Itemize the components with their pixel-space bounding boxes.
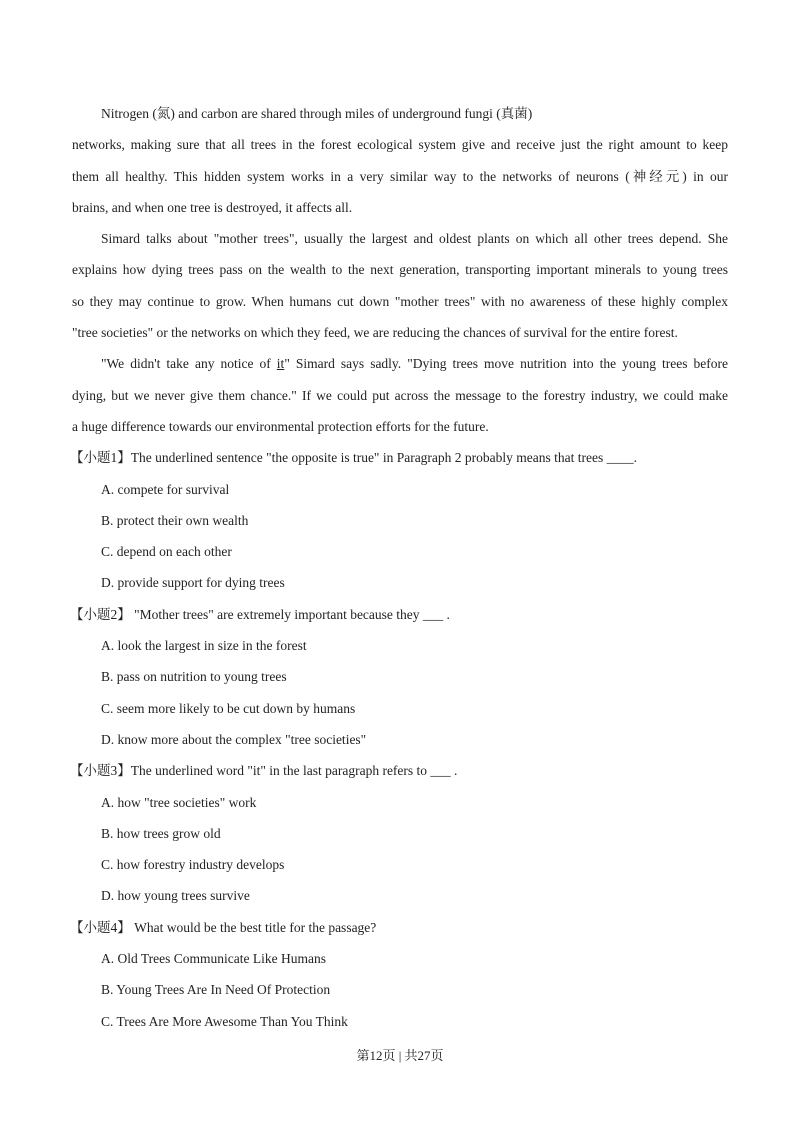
question-label: 【小题2】: [70, 606, 131, 622]
question-3: [72, 755, 728, 911]
paragraph-line: [72, 348, 728, 379]
answer-option: C. how forestry industry develops: [101, 857, 285, 873]
question-stem: [70, 912, 728, 943]
paragraph-line: dying, but we never give them chance." If we could put across the message to the forestry industry, we could make: [72, 387, 728, 403]
page-number-footer: 第12页 | 共27页: [356, 1048, 444, 1063]
underlined-word: it: [276, 356, 285, 372]
paragraph-line: them all healthy. This hidden system works in a very similar way to the networks of neurons (神经元) in our: [72, 168, 728, 184]
question-text: "Mother trees" are extremely important because they ___ .: [130, 606, 450, 622]
question-2: [72, 599, 728, 755]
paragraph-line: a huge difference towards our environmental protection efforts for the future.: [72, 418, 489, 434]
text-segment: "We didn't take any notice of: [101, 356, 277, 372]
question-label: 【小题3】: [70, 763, 131, 779]
answer-option: D. know more about the complex "tree societies": [101, 731, 367, 747]
paragraph-3: [72, 348, 728, 442]
answer-option: D. how young trees survive: [101, 888, 250, 904]
answer-option: C. depend on each other: [101, 544, 232, 560]
paragraph-line: "tree societies" or the networks on which they feed, we are reducing the chances of survival for the entire forest.: [72, 325, 678, 341]
question-text: What would be the best title for the passage?: [130, 919, 377, 935]
answer-option: A. how "tree societies" work: [101, 794, 257, 810]
paragraph-line: so they may continue to grow. When humans cut down "mother trees" with no awareness of these highly complex: [72, 293, 728, 309]
question-label: 【小题1】: [70, 450, 131, 466]
answer-option: B. protect their own wealth: [101, 512, 249, 528]
answer-option: B. Young Trees Are In Need Of Protection: [101, 982, 331, 998]
answer-option: B. how trees grow old: [101, 825, 221, 841]
paragraph-line: Nitrogen (氮) and carbon are shared through miles of underground fungi (真菌): [101, 106, 533, 121]
answer-option: C. seem more likely to be cut down by humans: [101, 700, 356, 716]
question-label: 【小题4】: [70, 919, 131, 935]
question-text: The underlined word "it" in the last paragraph refers to ___ .: [130, 763, 458, 779]
text-segment: " Simard says sadly. "Dying trees move nutrition into the young trees before: [284, 356, 728, 372]
answer-option: A. compete for survival: [101, 481, 230, 497]
paragraph-line: networks, making sure that all trees in the forest ecological system give and receive just the right amount to keep: [72, 137, 728, 153]
question-stem: [70, 442, 728, 473]
paragraph-line: Simard talks about "mother trees", usually the largest and oldest plants on which all other trees depend. She: [101, 231, 728, 247]
paragraph-line: explains how dying trees pass on the wealth to the next generation, transporting important minerals to young trees: [72, 262, 728, 278]
question-4: [72, 912, 728, 1037]
paragraph-1: [72, 98, 728, 223]
answer-option: B. pass on nutrition to young trees: [101, 669, 287, 685]
passage-content: [72, 98, 728, 1037]
question-stem: [70, 755, 728, 786]
question-stem: [70, 599, 728, 630]
answer-option: A. Old Trees Communicate Like Humans: [101, 951, 326, 967]
paragraph-line: brains, and when one tree is destroyed, it affects all.: [72, 199, 353, 215]
answer-option: A. look the largest in size in the forest: [101, 638, 307, 654]
answer-option: C. Trees Are More Awesome Than You Think: [101, 1013, 348, 1029]
answer-option: D. provide support for dying trees: [101, 575, 285, 591]
paragraph-2: [72, 223, 728, 348]
question-text: The underlined sentence "the opposite is true" in Paragraph 2 probably means that trees ____.: [130, 450, 637, 466]
question-1: [72, 442, 728, 598]
